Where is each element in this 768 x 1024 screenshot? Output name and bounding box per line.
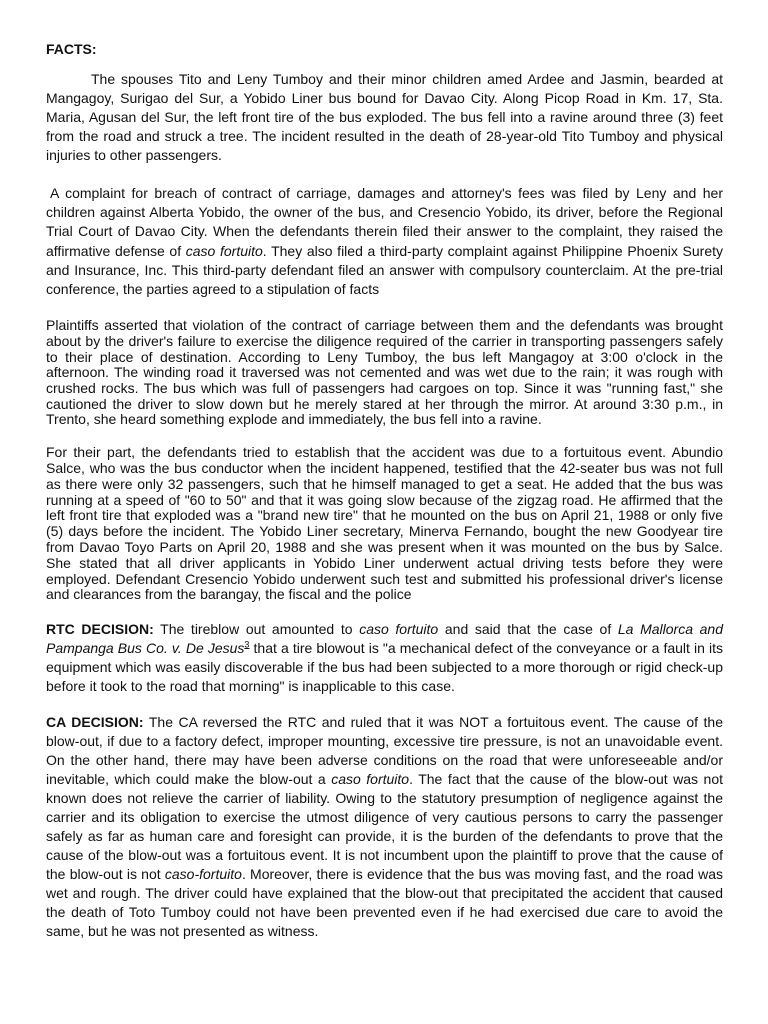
paragraph-defendants: For their part, the defendants tried to establish that the accident was due to a fortuitous event. Abundio Salce, who was the bus conductor when the incident happened, testified that the 42-seater bus was not full as there were only 32 passengers, such that he himself managed to get a seat. He added that the bus was running at a speed of "60 to 50" and that it was going slow because of the zigzag road. He affirmed that the left front tire that exploded was a "brand new tire" that he mounted on the bus on April 21, 1988 or only five (5) days before the incident. The Yobido Liner secretary, Minerva Fernando, bought the new Goodyear tire from Davao Toyo Parts on April 20, 1988 and she was present when it was mounted on the bus by Salce. She stated that all driver applicants in Yobido Liner underwent actual driving tests before they were employed. Defendant Cresencio Yobido underwent such test and submitted his professional driver's license and clearances from the barangay, the fiscal and the police: [46, 444, 723, 603]
complaint-text-a: A complaint for breach of contract of carriage, damages and attorney's fees was filed by Leny and her children against Alberta Yobido, the owner of the bus, and Cresencio Yobido, its driver, before the Regional Trial Court of Davao City. When the defendants therein filed their answer to the complaint, they raised the affirmative defense of: [46, 185, 723, 259]
ca-text-a: The CA reversed the RTC and ruled that it was NOT a fortuitous event. The cause of the blow-out, if due to a factory defect, improper mounting, excessive tire pressure, is not an unavoidable event. On the other hand, there may have been adverse conditions on the road that were unforeseeable and/or inevitable, which could make the blow-out a: [46, 714, 723, 788]
document-page: [46, 40, 723, 941]
paragraph-plaintiffs: Plaintiffs asserted that violation of the contract of carriage between them and the defendants was brought about by the driver's failure to exercise the diligence required of the carrier in transporting passengers safely to their place of destination. According to Leny Tumboy, the bus left Mangagoy at 3:00 o'clock in the afternoon. The winding road it traversed was not cemented and was wet due to the rain; it was rough with crushed rocks. The bus which was full of passengers had cargoes on top. Since it was "running fast," she cautioned the driver to slow down but he merely stared at her through the mirror. At around 3:30 p.m., in Trento, she heard something explode and immediately, the bus fell into a ravine.: [46, 317, 723, 428]
footnote-link[interactable]: 3: [244, 639, 250, 650]
complaint-text-c: . They also filed a third-party complaint against Philippine Phoenix Surety and Insurance, Inc. This third-party defendant filed an answer with compulsory counterclaim. At the pre-trial conference, the parties agreed to a stipulation of facts: [46, 242, 724, 298]
rtc-text-e: that a tire blowout is "a mechanical defect of the conveyance or a fault in its equipment which was easily discoverable if the bus had been subjected to a more thorough or rigid check-up before it took to the road that morning" is inapplicable to this case.: [46, 640, 723, 695]
paragraph-ca-decision: [46, 713, 723, 941]
paragraph-rtc-decision: [46, 620, 723, 696]
ca-decision-label: CA DECISION:: [46, 714, 144, 731]
rtc-decision-label: RTC DECISION:: [46, 621, 154, 638]
paragraph-complaint: [46, 184, 723, 299]
paragraph-parties: The spouses Tito and Leny Tumboy and their minor children amed Ardee and Jasmin, bearded at Mangagoy, Surigao del Sur, a Yobido Liner bus bound for Davao City. Along Picop Road in Km. 17, Sta. Maria, Agusan del Sur, the left front tire of the bus exploded. The bus fell into a ravine around three (3) feet from the road and struck a tree. The incident resulted in the death of 28-year-old Tito Tumboy and physical injuries to other passengers.: [46, 71, 723, 163]
complaint-italic-term: caso fortuito: [185, 242, 263, 259]
rtc-text-c: and said that the case of: [438, 621, 618, 638]
ca-italic-term: caso fortuito: [331, 771, 410, 788]
ca-text-c: . The fact that the cause of the blow-out was not known does not relieve the carrier of liability. Owing to the statutory presumption of negligence against the carrier and its obligation to exercise the utmost diligence of very cautious persons to carry the passenger safely as far as human care and foresight can provide, it is the burden of the defendants to prove that the cause of the blow-out was a fortuitous event. It is not incumbent upon the plaintiff to prove that the cause of the blow-out is not: [46, 771, 723, 883]
ca-text-e: . Moreover, there is evidence that the bus was moving fast, and the road was wet and rough. The driver could have explained that the blow-out that precipitated the accident that caused the death of Toto Tumboy could not have been prevented even if he had exercised due care to avoid the same, but he was not presented as witness.: [46, 866, 723, 940]
rtc-text-a: The tireblow out amounted to: [153, 621, 360, 638]
rtc-italic-term: caso fortuito: [359, 621, 439, 638]
rtc-case-citation: La Mallorca and Pampanga Bus Co. v. De Jesus: [46, 621, 724, 657]
ca-italic-term-2: caso-fortuito: [164, 866, 242, 883]
facts-heading: FACTS:: [46, 41, 97, 57]
